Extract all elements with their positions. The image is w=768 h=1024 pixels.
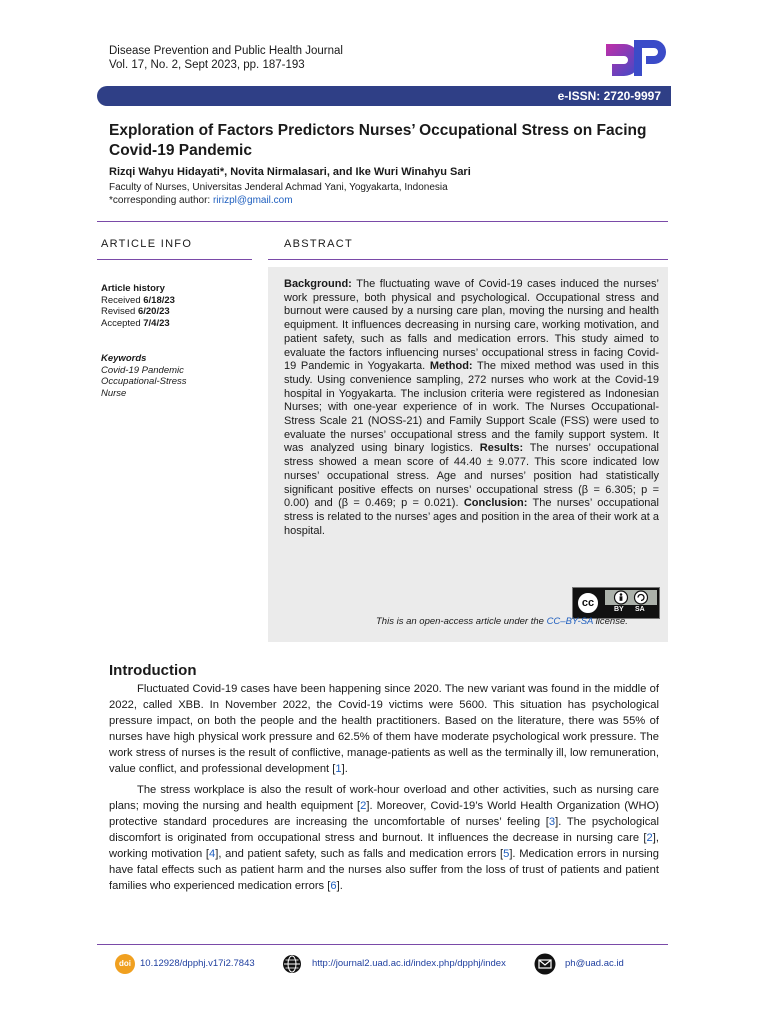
divider-top xyxy=(97,221,668,222)
affiliation-block xyxy=(109,181,448,207)
issn-bar xyxy=(97,86,671,106)
citation-link[interactable]: 6 xyxy=(330,880,337,892)
citation-link[interactable]: 4 xyxy=(209,848,216,860)
article-history xyxy=(101,283,175,329)
footer-divider xyxy=(97,944,668,945)
conclusion-text: The nurses’ occupational stress is related to the nurses’ ages and position in the area of their work at a hospital. xyxy=(284,497,659,537)
citation-link[interactable]: 2 xyxy=(646,832,653,844)
keywords-label: Keywords xyxy=(101,353,147,364)
received-label: Received xyxy=(101,294,144,306)
revised-date: 6/20/23 xyxy=(137,306,170,317)
text-run: ]. The psychological discomfort is originated from occupational stress and burnout. It influences the decrease in nursing care [ xyxy=(109,816,660,844)
intro-paragraph-1 xyxy=(109,681,659,777)
article-title: Exploration of Factors Predictors Nurses’ Occupational Stress on Facing Covid-19 Pandemic xyxy=(109,122,647,159)
text-run: Fluctuated Covid-19 cases have been happening since 2020. The new variant was found in the middle of 2022, called XBB. In November 2022, the Covid-19 victims were 5600. This situation has psychological pressure impact, on both the people and the health practitioners. Based on the literature, there was 55% of nurses have high physical work pressure and 62.5% of them have moderate psychological work pressure. The work stress of nurses is the result of conflictive, manage-patients as well as the terminally ill, low remuneration, value conflict, and professional development [ xyxy=(109,683,659,775)
conclusion-label: Conclusion: xyxy=(463,497,528,510)
article-info-heading: ARTICLE INFO xyxy=(101,238,193,250)
abstract-rule xyxy=(268,259,668,260)
license-link[interactable]: CC–BY-SA xyxy=(546,616,594,627)
abstract-heading: ABSTRACT xyxy=(284,238,354,250)
intro-paragraph-2 xyxy=(109,782,659,894)
globe-icon xyxy=(282,954,302,974)
keyword-item: Occupational-Stress xyxy=(101,376,187,387)
issn-label: e-ISSN: 2720-9997 xyxy=(557,89,661,103)
citation-link[interactable]: 3 xyxy=(548,816,556,828)
keywords-block xyxy=(101,353,187,399)
text-run: ]. xyxy=(336,880,343,892)
method-text: The mixed method was used in this study. Using convenience sampling, 272 nurses who work at the Covid-19 hospital in Yogyakarta. The inclusion criteria were registered as Indonesian Nurses; with one-year experience of in work. The Nurses Occupational-Stress Scale 21 (NOSS-21) and Family Support Scale (FSS) were used to evaluate the nurses’ occupational stress and the family support system. It was analyzed using binary logistics. xyxy=(284,360,659,455)
journal-volume: Vol. 17, No. 2, Sept 2023, pp. 187-193 xyxy=(109,59,305,71)
text-run: ]. xyxy=(341,763,348,775)
doi-link[interactable]: 10.12928/dpphj.v17i2.7843 xyxy=(140,958,255,969)
text-run: ], working motivation [ xyxy=(109,832,659,860)
text-run: The stress workplace is also the result of work-hour overload and other activities, such as nursing care plans; moving the nursing and health equipment [ xyxy=(109,784,659,812)
abstract-body xyxy=(284,278,659,538)
accepted-label: Accepted xyxy=(101,317,144,329)
keyword-item: Covid-19 Pandemic xyxy=(101,364,184,376)
doi-icon: doi xyxy=(115,954,135,974)
background-text: The fluctuating wave of Covid-19 cases induced the nurses’ work pressure, both physical and psychological. Occupational stress and burnout were caused by a nursing care plan, moving the nursing and health equipment. It influences decreasing in nursing care, working motivation, and patient safety, such as falls and medication errors. This study aimed to evaluate the factors influencing nurses’ occupational stress in facing Covid-19 Pandemic in Yogyakarta. xyxy=(284,278,659,373)
text-run: ]. Medication errors in nursing have fatal effects such as patient harm and the nurses also suffer from the loss of trust of patients and patient families who experienced medication errors [ xyxy=(109,848,659,892)
contact-email-link[interactable]: ph@uad.ac.id xyxy=(565,958,624,969)
cc-person-panel xyxy=(605,590,657,605)
citation-link[interactable]: 5 xyxy=(503,848,510,860)
citation-link[interactable]: 2 xyxy=(360,800,367,812)
cc-by-label: BY xyxy=(614,606,624,613)
revised-label: Revised xyxy=(101,306,138,317)
journal-name: Disease Prevention and Public Health Journal xyxy=(109,45,343,57)
accepted-date: 7/4/23 xyxy=(143,317,170,329)
results-label: Results: xyxy=(479,442,524,455)
cc-by-sa-badge[interactable] xyxy=(572,587,660,619)
introduction-body xyxy=(109,681,659,894)
text-run: ]. Moreover, Covid-19’s World Health Organization (WHO) protective standard procedures are increasing the uncomfortable of nurses’ feeling [ xyxy=(109,800,659,828)
results-text: The nurses’ occupational stress showed a mean score of 44.40 ± 9.077. This score indicated low nurses’ occupational stress. Age and nurses’ position had statistically significant positive effects on nurses’ occupational stress (β = 6.305; p = 0.00) and (β = 0.469; p = 0.021). xyxy=(284,442,660,510)
license-prefix: This is an open-access article under the xyxy=(376,616,547,627)
received-row xyxy=(101,295,175,307)
introduction-heading: Introduction xyxy=(109,662,197,679)
keyword-item: Nurse xyxy=(101,387,127,399)
email-icon xyxy=(534,953,556,975)
cc-icon: cc xyxy=(576,591,600,615)
corresponding-email-link[interactable]: ririzpl@gmail.com xyxy=(212,195,293,206)
history-label: Article history xyxy=(101,283,165,294)
text-run: ], and patient safety, such as falls and medication errors [ xyxy=(215,848,504,860)
corresponding-label: *corresponding author: xyxy=(109,195,213,206)
cc-sa-label: SA xyxy=(635,606,645,613)
article-info-rule xyxy=(97,259,252,260)
journal-logo xyxy=(604,38,668,82)
attribution-icon xyxy=(605,590,657,605)
citation-link[interactable]: 1 xyxy=(335,763,342,775)
accepted-row xyxy=(101,318,175,330)
license-line xyxy=(376,616,628,627)
method-label: Method: xyxy=(429,360,473,373)
background-label: Background: xyxy=(284,278,352,290)
article-authors: Rizqi Wahyu Hidayati*, Novita Nirmalasari, and Ike Wuri Winahyu Sari xyxy=(109,166,471,178)
corresponding-author xyxy=(109,194,448,207)
revised-row xyxy=(101,306,175,318)
affiliation: Faculty of Nurses, Universitas Jenderal Achmad Yani, Yogyakarta, Indonesia xyxy=(109,182,448,193)
journal-url-link[interactable]: http://journal2.uad.ac.id/index.php/dpphj/index xyxy=(312,958,506,969)
received-date: 6/18/23 xyxy=(143,294,175,306)
license-suffix: license. xyxy=(593,616,628,627)
